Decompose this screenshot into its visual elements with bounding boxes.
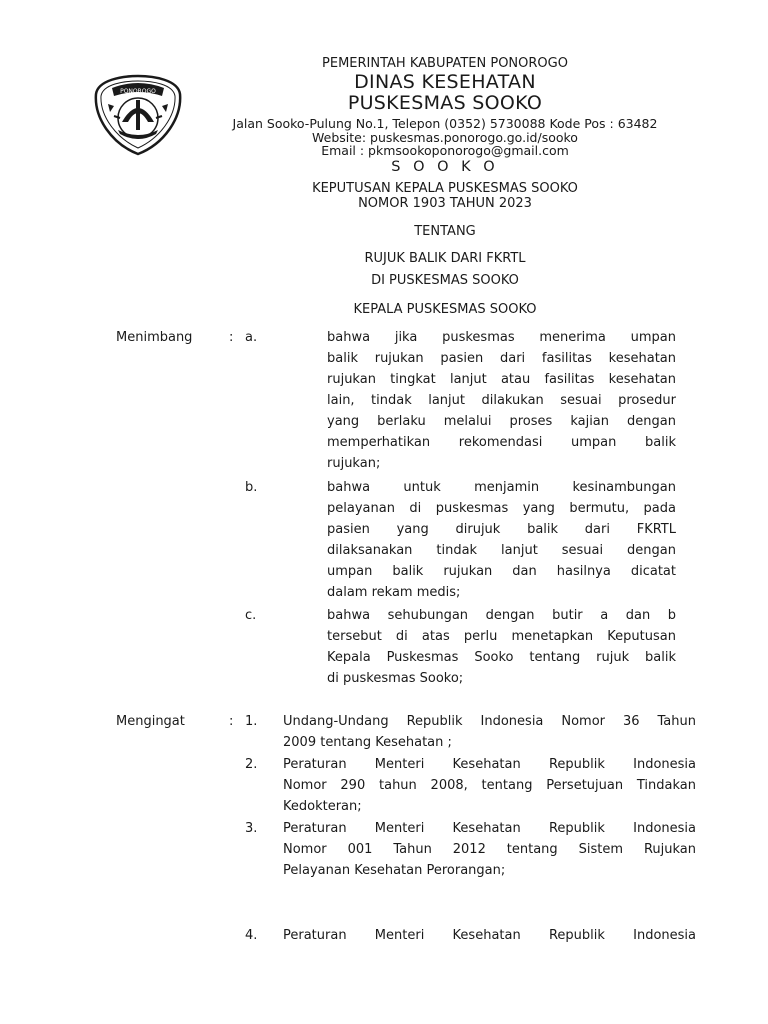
text-line: Nomor 290 tahun 2008, tentang Persetujuan Tindakan	[283, 778, 696, 793]
text-line: Undang-Undang Republik Indonesia Nomor 36 Tahun	[283, 714, 696, 729]
mengingat-item-4	[283, 925, 696, 946]
text-line: tersebut di atas perlu menetapkan Keputusan	[327, 629, 676, 644]
text-line: 2009 tentang Kesehatan ;	[283, 735, 452, 750]
decree-about: TENTANG	[414, 224, 476, 239]
decree-subject-2: DI PUSKESMAS SOOKO	[371, 273, 519, 288]
text-line: umpan balik rujukan dan hasilnya dicatat	[327, 564, 676, 579]
decree-authority: KEPALA PUSKESMAS SOOKO	[353, 302, 537, 317]
text-line: yang berlaku melalui proses kajian dengan	[327, 414, 676, 429]
text-line: rujukan;	[327, 456, 381, 471]
town-name: S O O K O	[391, 159, 499, 175]
item-marker: c.	[245, 608, 257, 623]
item-marker: a.	[245, 330, 258, 345]
text-line: dalam rekam medis;	[327, 585, 461, 600]
text-line: di puskesmas Sooko;	[327, 671, 464, 686]
item-marker: 1.	[245, 714, 258, 729]
text-line: pasien yang dirujuk balik dari FKRTL	[327, 522, 676, 537]
text-line: lain, tindak lanjut dilakukan sesuai prosedur	[327, 393, 676, 408]
email-line: Email : pkmsookoponorogo@gmail.com	[321, 143, 569, 158]
section-label-menimbang: Menimbang	[116, 330, 193, 345]
text-line: bahwa untuk menjamin kesinambungan	[327, 480, 676, 495]
text-line: Pelayanan Kesehatan Perorangan;	[283, 863, 506, 878]
address-line: Jalan Sooko-Pulung No.1, Telepon (0352) 5730088 Kode Pos : 63482	[232, 116, 658, 131]
section-label-mengingat: Mengingat	[116, 714, 185, 729]
text-line: pelayanan di puskesmas yang bermutu, pada	[327, 501, 676, 516]
letterhead	[190, 56, 700, 176]
menimbang-item-b	[327, 477, 676, 603]
text-line: Nomor 001 Tahun 2012 tentang Sistem Rujukan	[283, 842, 696, 857]
logo-text: PONOROGO	[120, 88, 156, 95]
item-marker: 3.	[245, 821, 258, 836]
text-line: bahwa sehubungan dengan butir a dan b	[327, 608, 676, 623]
unit-name: PUSKESMAS SOOKO	[347, 92, 543, 114]
decree-title: KEPUTUSAN KEPALA PUSKESMAS SOOKO	[312, 181, 578, 196]
section-colon: :	[229, 330, 234, 345]
text-line: rujukan tingkat lanjut atau fasilitas kesehatan	[327, 372, 676, 387]
text-line: Peraturan Menteri Kesehatan Republik Indonesia	[283, 757, 696, 772]
text-line: balik rujukan pasien dari fasilitas kesehatan	[327, 351, 676, 366]
website-line: Website: puskesmas.ponorogo.go.id/sooko	[312, 130, 578, 145]
mengingat-item-3	[283, 818, 696, 881]
text-line: bahwa jika puskesmas menerima umpan	[327, 330, 676, 345]
text-line: Peraturan Menteri Kesehatan Republik Indonesia	[283, 928, 696, 943]
menimbang-item-c	[327, 605, 676, 689]
text-line: Kedokteran;	[283, 799, 362, 814]
mengingat-item-1	[283, 711, 696, 753]
menimbang-item-a	[327, 327, 676, 474]
item-marker: 4.	[245, 928, 258, 943]
decree-subject-1: RUJUK BALIK DARI FKRTL	[364, 251, 526, 266]
ponorogo-logo-icon	[94, 74, 182, 156]
item-marker: b.	[245, 480, 258, 495]
text-line: Kepala Puskesmas Sooko tentang rujuk balik	[327, 650, 676, 665]
section-colon: :	[229, 714, 234, 729]
text-line: memperhatikan rekomendasi umpan balik	[327, 435, 676, 450]
decree-number: NOMOR 1903 TAHUN 2023	[358, 196, 532, 211]
text-line: Peraturan Menteri Kesehatan Republik Indonesia	[283, 821, 696, 836]
mengingat-item-2	[283, 754, 696, 817]
government-name: PEMERINTAH KABUPATEN PONOROGO	[322, 56, 568, 71]
agency-name: DINAS KESEHATAN	[354, 71, 536, 93]
item-marker: 2.	[245, 757, 258, 772]
text-line: dilaksanakan tindak lanjut sesuai dengan	[327, 543, 676, 558]
